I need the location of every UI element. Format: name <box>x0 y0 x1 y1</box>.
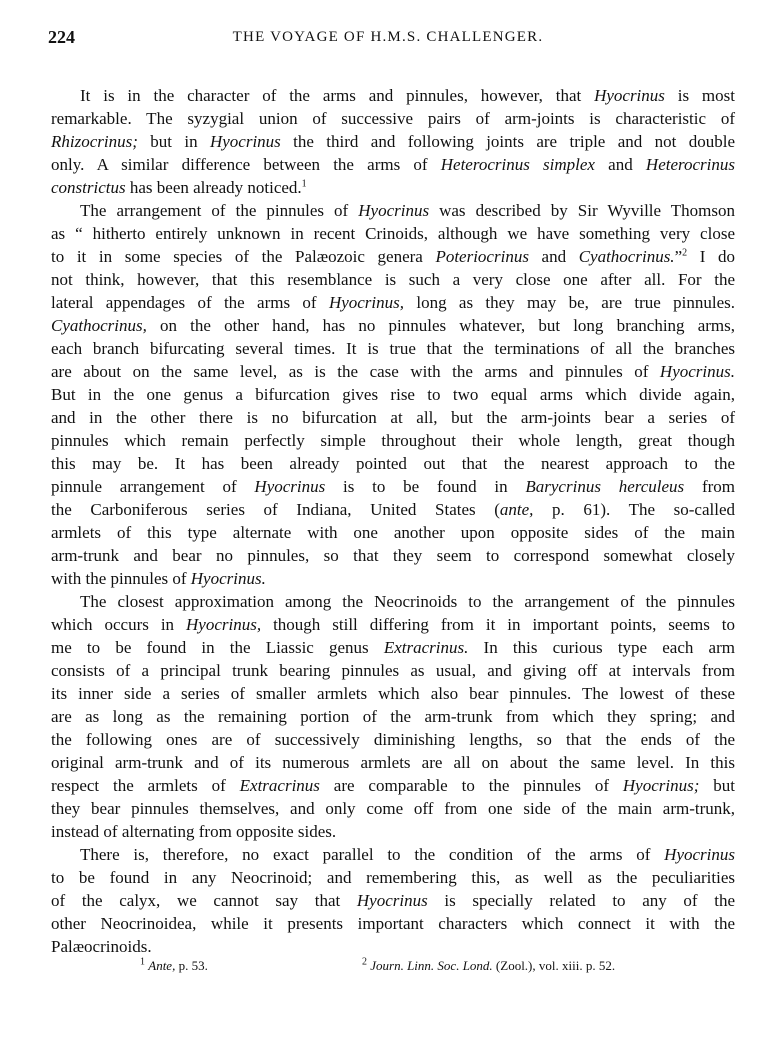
body-text <box>51 84 735 958</box>
text-line <box>51 199 735 222</box>
paragraph <box>51 84 735 199</box>
text-line <box>51 728 735 751</box>
italic-taxon: Hyocrinus. <box>659 362 735 381</box>
text-run: pinnules which remain perfectly simple throughout their whole length, great though <box>51 431 735 450</box>
text-run: and <box>528 247 579 266</box>
text-run: of the calyx, we cannot say that <box>51 891 357 910</box>
text-run: are as long as the remaining portion of the arm-trunk from which they spring; and <box>51 707 735 726</box>
text-run: lateral appendages of the arms of <box>51 293 329 312</box>
text-line <box>51 429 735 452</box>
italic-taxon: Hyocrinus, <box>186 615 262 634</box>
text-line <box>51 705 735 728</box>
text-run: other Neocrinoidea, while it presents important characters which connect it with the <box>51 914 735 933</box>
text-run: is specially related to any of the <box>427 891 735 910</box>
text-run: only. A similar difference between the arms of <box>51 155 441 174</box>
text-run: remarkable. The syzygial union of successive pairs of arm-joints is characteristic of <box>51 109 735 128</box>
italic-taxon: Hyocrinus <box>664 845 735 864</box>
italic-taxon: Hyocrinus, <box>328 293 405 312</box>
footnote-citation: Journ. Linn. Soc. Lond. <box>370 958 493 973</box>
text-run: I do <box>687 247 735 266</box>
text-run: But in the one genus a bifurcation gives rise to two equal arms which divide again, <box>51 385 735 404</box>
text-run: instead of alternating from opposite sides. <box>51 822 337 841</box>
text-run: p. 61). The so-called <box>533 500 735 519</box>
text-line <box>51 314 735 337</box>
text-line <box>51 889 735 912</box>
italic-taxon: Heterocrinus <box>645 155 735 174</box>
italic-taxon: Rhizocrinus; <box>51 132 138 151</box>
text-line <box>51 268 735 291</box>
text-line <box>51 912 735 935</box>
text-line <box>51 751 735 774</box>
italic-taxon: Poteriocrinus <box>435 247 529 266</box>
paragraph <box>51 199 735 590</box>
text-run: Palæocrinoids. <box>51 937 152 956</box>
text-line <box>51 130 735 153</box>
text-run: has been already noticed. <box>125 178 302 197</box>
footnotes <box>0 958 776 978</box>
italic-taxon: ante, <box>499 500 534 519</box>
text-line <box>51 222 735 245</box>
text-line <box>51 360 735 383</box>
footnote-reference: 1 <box>301 178 307 190</box>
text-line <box>51 659 735 682</box>
text-run: The closest approximation among the Neocrinoids to the arrangement of the pinnules <box>80 592 735 611</box>
text-run: they bear pinnules themselves, and only come off from one side of the main arm-trunk, <box>51 799 735 818</box>
text-line <box>51 245 735 268</box>
italic-taxon: Hyocrinus; <box>622 776 700 795</box>
italic-taxon: Extracrinus. <box>383 638 469 657</box>
text-run: to it in some species of the Palæozoic genera <box>51 247 436 266</box>
footnote-1 <box>140 958 208 974</box>
text-run: In this curious type each arm <box>468 638 735 657</box>
text-line <box>51 682 735 705</box>
text-line <box>51 521 735 544</box>
text-run: but <box>699 776 735 795</box>
text-run: its inner side a series of smaller armlets which also bear pinnules. The lowest of these <box>51 684 735 703</box>
footnote-text: p. 53. <box>175 958 208 973</box>
text-run: arm-trunk and bear no pinnules, so that they seem to correspond somewhat closely <box>51 546 735 565</box>
paragraph <box>51 843 735 958</box>
text-run: It is in the character of the arms and pinnules, however, that <box>80 86 595 105</box>
text-run: the third and following joints are triple and not double <box>280 132 736 151</box>
text-run: is to be found in <box>325 477 526 496</box>
text-run: and in the other there is no bifurcation at all, but the arm-joints bear a series of <box>51 408 735 427</box>
text-run: long as they may be, are true pinnules. <box>404 293 735 312</box>
text-line <box>51 636 735 659</box>
running-header <box>0 27 776 51</box>
footnote-mark: 2 <box>362 956 367 968</box>
page-number: 224 <box>48 27 75 47</box>
italic-taxon: Heterocrinus simplex <box>440 155 595 174</box>
text-line <box>51 935 735 958</box>
text-line <box>51 590 735 613</box>
text-run: and <box>594 155 646 174</box>
italic-taxon: Hyocrinus <box>594 86 665 105</box>
text-run: though still differing from it in important points, seems to <box>261 615 736 634</box>
text-run: are about on the same level, as is the case with the arms and pinnules of <box>51 362 660 381</box>
italic-taxon: Hyocrinus <box>209 132 281 151</box>
italic-taxon: Extracrinus <box>239 776 320 795</box>
italic-taxon: Hyocrinus <box>356 891 428 910</box>
text-run: not think, however, that this resemblance is such a very close one after all. For the <box>51 270 735 289</box>
text-line <box>51 84 735 107</box>
text-run: pinnule arrangement of <box>51 477 255 496</box>
text-line <box>51 567 735 590</box>
italic-taxon: Barycrinus herculeus <box>525 477 685 496</box>
text-run: are comparable to the pinnules of <box>319 776 623 795</box>
text-line <box>51 291 735 314</box>
text-run: on the other hand, has no pinnules whatever, but long branching arms, <box>146 316 735 335</box>
text-line <box>51 544 735 567</box>
text-run: was described by Sir Wyville Thomson <box>429 201 736 220</box>
italic-taxon: Hyocrinus <box>254 477 326 496</box>
text-run: There is, therefore, no exact parallel to the condition of the arms of <box>80 845 665 864</box>
text-run: with the pinnules of <box>51 569 191 588</box>
text-run: armlets of this type alternate with one another upon opposite sides of the main <box>51 523 735 542</box>
text-line <box>51 153 735 176</box>
footnote-mark: 1 <box>140 956 145 968</box>
text-line <box>51 820 735 843</box>
text-line <box>51 774 735 797</box>
text-line <box>51 107 735 130</box>
footnote-2 <box>362 958 615 974</box>
text-run: the following ones are of successively diminishing lengths, so that the ends of the <box>51 730 735 749</box>
text-run: to be found in any Neocrinoid; and remembering this, as well as the peculiarities <box>51 868 735 887</box>
text-run: as “ hitherto entirely unknown in recent Crinoids, although we have something very close <box>51 224 735 243</box>
italic-taxon: Hyocrinus <box>358 201 430 220</box>
text-line <box>51 176 735 199</box>
footnote-reference: 2 <box>682 247 688 259</box>
text-line <box>51 383 735 406</box>
italic-taxon: Cyathocrinus. <box>578 247 675 266</box>
text-run: is most <box>664 86 735 105</box>
text-run: The arrangement of the pinnules of <box>80 201 359 220</box>
text-run: ” <box>674 247 683 266</box>
italic-taxon: Cyathocrinus, <box>51 316 147 335</box>
running-title: THE VOYAGE OF H.M.S. CHALLENGER. <box>232 29 544 45</box>
italic-taxon: constrictus <box>51 178 126 197</box>
text-line <box>51 475 735 498</box>
text-line <box>51 406 735 429</box>
text-line <box>51 452 735 475</box>
paragraph <box>51 590 735 843</box>
footnote-text: (Zool.), vol. xiii. p. 52. <box>492 958 616 973</box>
text-line <box>51 797 735 820</box>
text-line <box>51 843 735 866</box>
italic-taxon: Hyocrinus. <box>190 569 266 588</box>
text-run: consists of a principal trunk bearing pinnules as usual, and giving off at intervals from <box>51 661 735 680</box>
footnote-citation: Ante, <box>148 958 176 973</box>
text-line <box>51 613 735 636</box>
text-run: me to be found in the Liassic genus <box>51 638 384 657</box>
text-run: respect the armlets of <box>51 776 240 795</box>
text-run: but in <box>137 132 210 151</box>
text-run: this may be. It has been already pointed out that the nearest approach to the <box>51 454 735 473</box>
text-line <box>51 337 735 360</box>
text-run: each branch bifurcating several times. It is true that the terminations of all the branches <box>51 339 735 358</box>
text-line <box>51 498 735 521</box>
text-run: the Carboniferous series of Indiana, United States ( <box>51 500 500 519</box>
text-run: original arm-trunk and of its numerous armlets are all on about the same level. In this <box>51 753 735 772</box>
text-run: which occurs in <box>51 615 187 634</box>
text-line <box>51 866 735 889</box>
text-run: from <box>684 477 735 496</box>
